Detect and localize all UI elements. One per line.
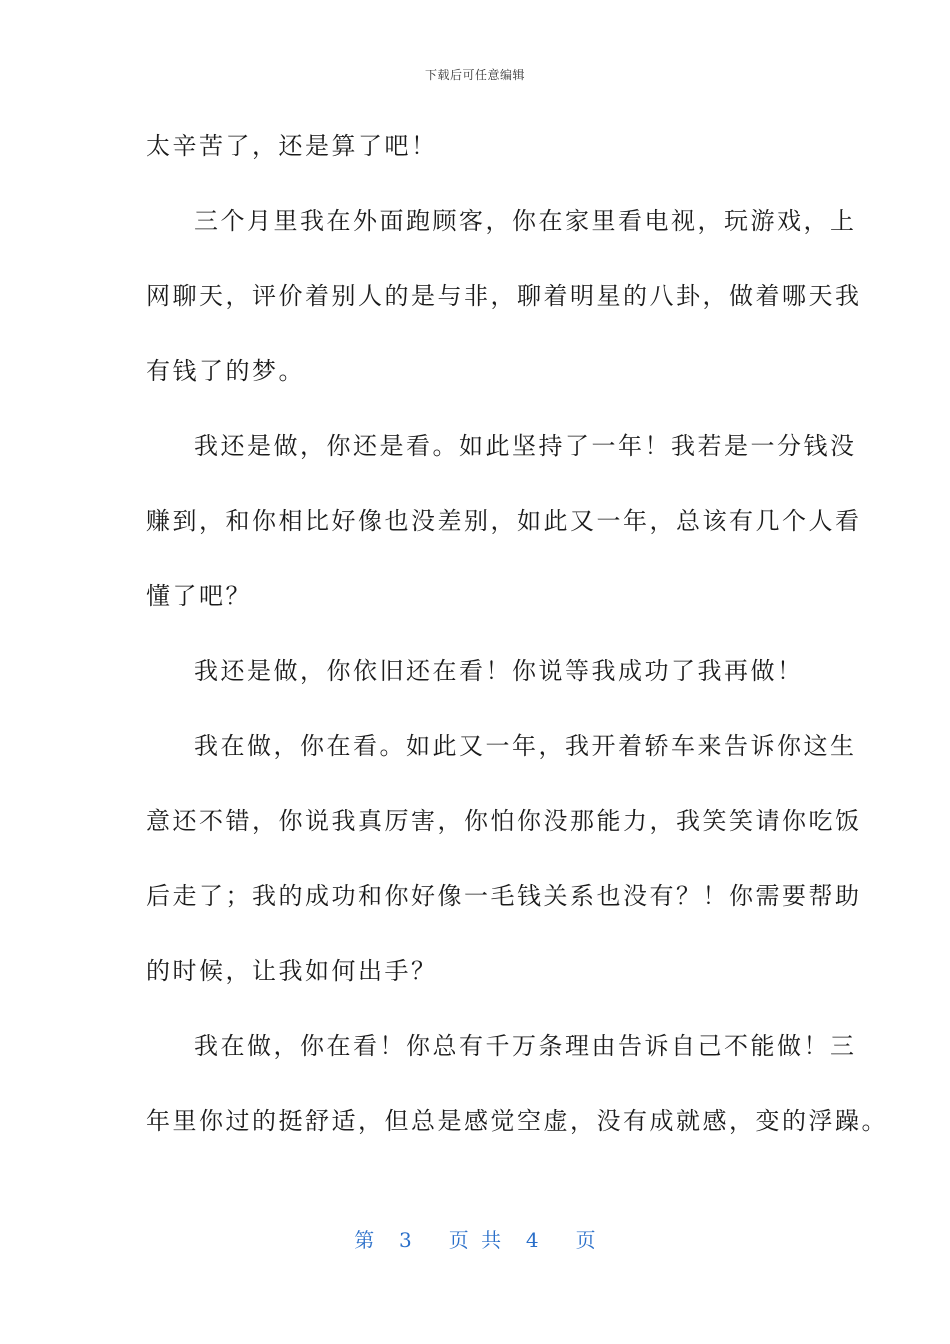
text-line: 意还不错，你说我真厉害，你怕你没那能力，我笑笑请你吃饭 <box>146 807 862 835</box>
text-line: 有钱了的梦。 <box>146 357 305 385</box>
text-line: 后走了；我的成功和你好像一毛钱关系也没有？！你需要帮助 <box>146 882 862 910</box>
paragraph-first-line: 我还是做，你依旧还在看！你说等我成功了我再做！ <box>194 657 804 685</box>
paragraph-first-line: 我在做，你在看！你总有千万条理由告诉自己不能做！三 <box>194 1032 857 1060</box>
paragraph-first-line: 我还是做，你还是看。如此坚持了一年！我若是一分钱没 <box>194 432 857 460</box>
text-line: 网聊天，评价着别人的是与非，聊着明星的八卦，做着哪天我 <box>146 282 862 310</box>
page-number: 第 3 页 共 4 页 <box>354 1228 596 1252</box>
text-line: 的时候，让我如何出手？ <box>146 957 438 985</box>
paragraph-first-line: 我在做，你在看。如此又一年，我开着轿车来告诉你这生 <box>194 732 857 760</box>
paragraph-first-line: 三个月里我在外面跑顾客，你在家里看电视，玩游戏，上 <box>194 207 857 235</box>
text-line: 赚到，和你相比好像也没差别，如此又一年，总该有几个人看 <box>146 507 862 535</box>
page-header: 下载后可任意编辑 <box>424 68 525 82</box>
text-line: 懂了吧？ <box>146 582 252 610</box>
document-body <box>146 118 888 1168</box>
text-line: 年里你过的挺舒适，但总是感觉空虚，没有成就感，变的浮躁。 <box>146 1107 888 1135</box>
text-line: 太辛苦了，还是算了吧！ <box>146 132 438 160</box>
